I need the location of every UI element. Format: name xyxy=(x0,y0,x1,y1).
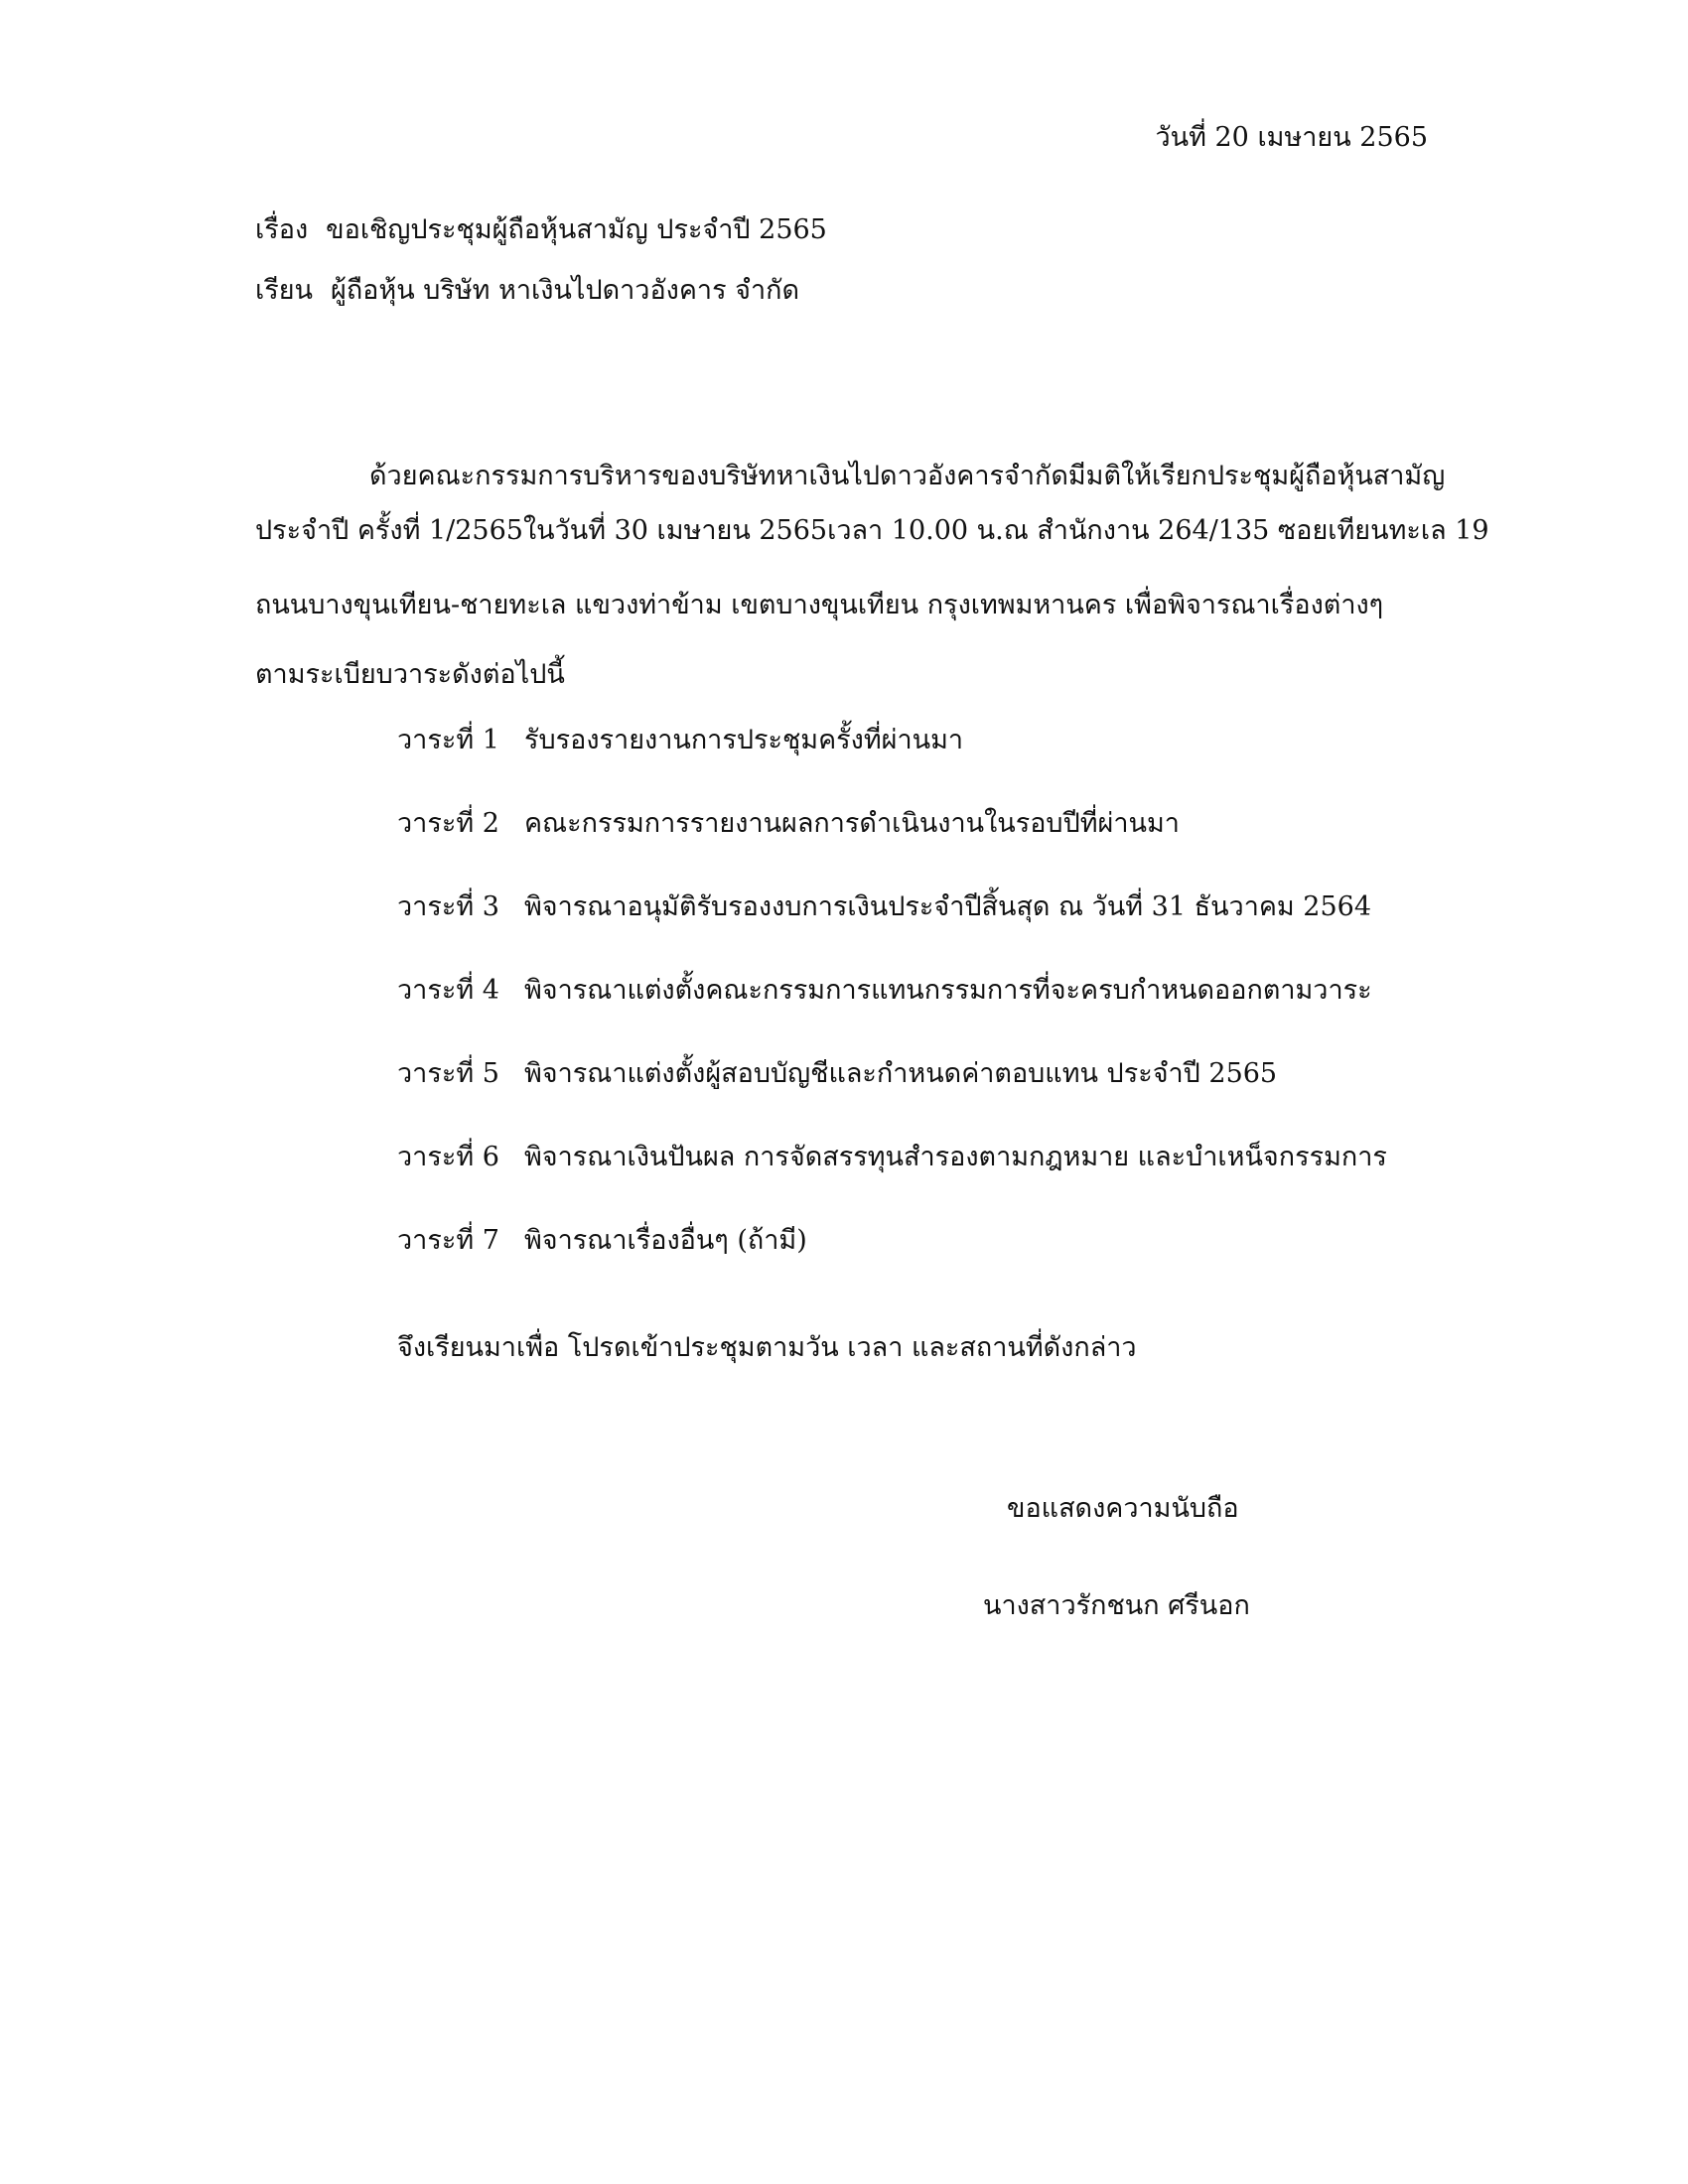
recipient-line xyxy=(255,271,799,311)
agenda-list xyxy=(397,721,1489,1304)
body-paragraph-line-3: ถนนบางขุนเทียน-ชายทะเล แขวงท่าข้าม เขตบางขุนเทียน กรุงเทพมหานคร เพื่อพิจารณาเรื่องต่างๆ xyxy=(255,590,1384,620)
agenda-item xyxy=(397,971,1489,1054)
signer-name: นางสาวรักชนก ศรีนอก xyxy=(983,1590,1250,1621)
agenda-item-label: วาระที่ 6 xyxy=(397,1142,499,1172)
agenda-item xyxy=(397,1221,1489,1304)
body-paragraph-line-4: ตามระเบียบวาระดังต่อไปนี้ xyxy=(255,659,565,690)
subject-line xyxy=(255,210,827,250)
body-paragraph-line-1: ด้วยคณะกรรมการบริหารของบริษัทหาเงินไปดาวอังคารจำกัดมีมติให้เรียกประชุมผู้ถือหุ้นสามัญ xyxy=(369,461,1446,491)
agenda-item-text: พิจารณาเงินปันผล การจัดสรรทุนสำรองตามกฎหมาย และบำเหน็จกรรมการ xyxy=(524,1142,1387,1172)
agenda-item xyxy=(397,721,1489,804)
agenda-item-text: พิจารณาแต่งตั้งผู้สอบบัญชีและกำหนดค่าตอบแทน ประจำปี 2565 xyxy=(524,1058,1278,1089)
body-paragraph-line-2: ประจำปี ครั้งที่ 1/2565ในวันที่ 30 เมษายน 2565เวลา 10.00 น.ณ สำนักงาน 264/135 ซอยเทียนทะเล 19 xyxy=(255,515,1489,546)
closing-sentence: จึงเรียนมาเพื่อ โปรดเข้าประชุมตามวัน เวลา และสถานที่ดังกล่าว xyxy=(397,1332,1137,1363)
agenda-item-label: วาระที่ 4 xyxy=(397,975,499,1006)
letter-date: วันที่ 20 เมษายน 2565 xyxy=(1155,122,1428,153)
subject-label: เรื่อง xyxy=(255,214,309,245)
agenda-item xyxy=(397,804,1489,887)
complimentary-close: ขอแสดงความนับถือ xyxy=(1007,1493,1239,1524)
agenda-item xyxy=(397,1138,1489,1221)
agenda-item xyxy=(397,887,1489,971)
agenda-item-label: วาระที่ 3 xyxy=(397,891,499,922)
agenda-item-text: รับรองรายงานการประชุมครั้งที่ผ่านมา xyxy=(524,725,964,755)
agenda-item-label: วาระที่ 2 xyxy=(397,808,499,839)
agenda-item-text: พิจารณาอนุมัติรับรองงบการเงินประจำปีสิ้นสุด ณ วันที่ 31 ธันวาคม 2564 xyxy=(524,891,1372,922)
agenda-item-text: คณะกรรมการรายงานผลการดำเนินงานในรอบปีที่ผ่านมา xyxy=(524,808,1180,839)
agenda-item xyxy=(397,1054,1489,1138)
recipient-text: ผู้ถือหุ้น บริษัท หาเงินไปดาวอังคาร จำกัด xyxy=(331,275,800,306)
subject-text: ขอเชิญประชุมผู้ถือหุ้นสามัญ ประจำปี 2565 xyxy=(326,214,827,245)
agenda-item-label: วาระที่ 5 xyxy=(397,1058,499,1089)
agenda-item-text: พิจารณาแต่งตั้งคณะกรรมการแทนกรรมการที่จะครบกำหนดออกตามวาระ xyxy=(524,975,1372,1006)
agenda-item-label: วาระที่ 1 xyxy=(397,725,499,755)
recipient-label: เรียน xyxy=(255,275,314,306)
agenda-item-label: วาระที่ 7 xyxy=(397,1225,499,1256)
agenda-item-text: พิจารณาเรื่องอื่นๆ (ถ้ามี) xyxy=(524,1225,807,1256)
